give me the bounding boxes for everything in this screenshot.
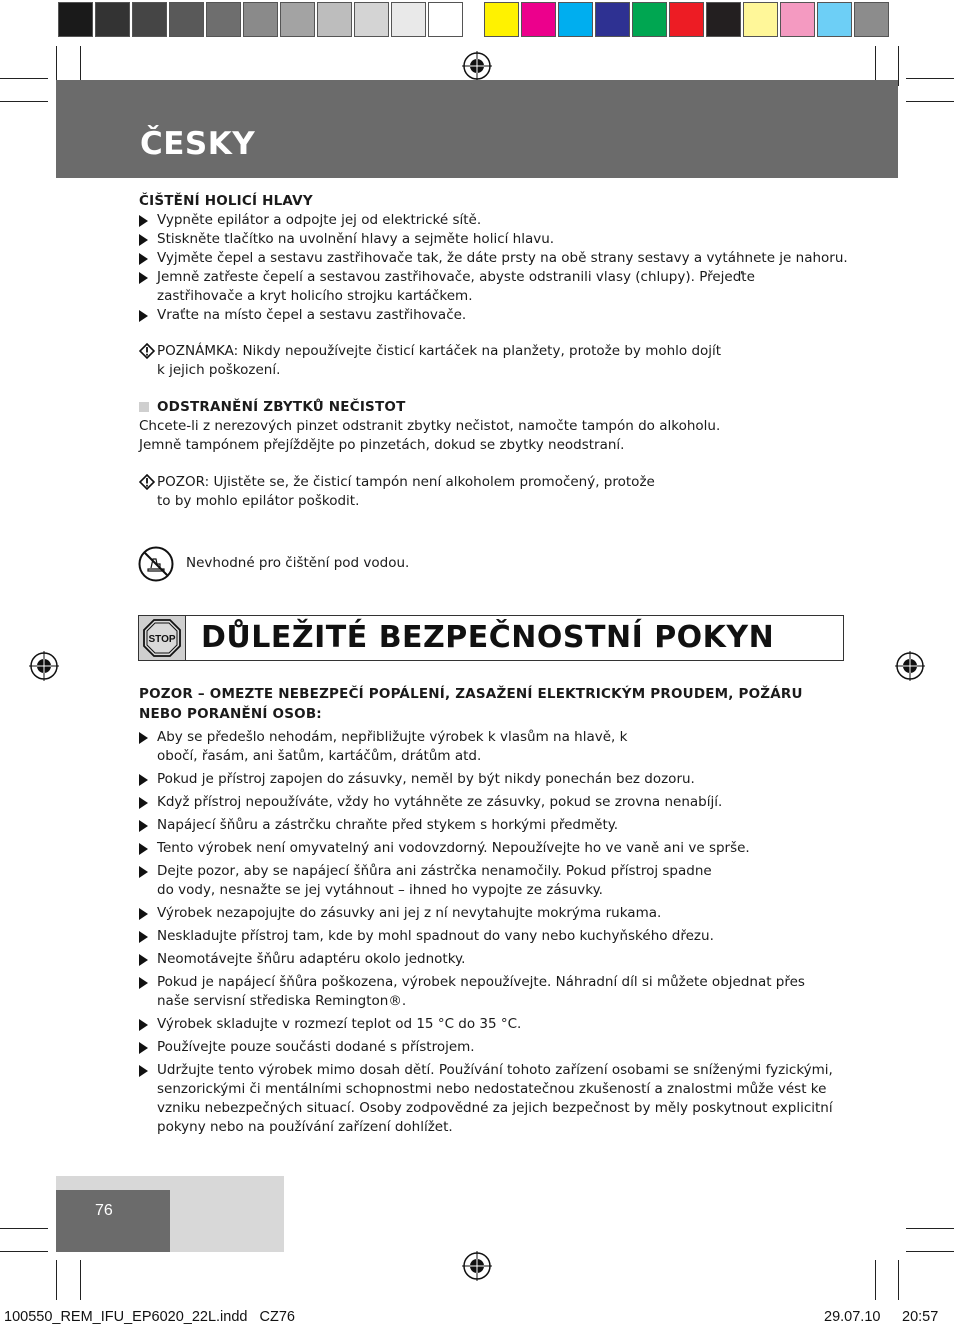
- crop-mark: [0, 78, 48, 79]
- warning-heading: POZOR – OMEZTE NEBEZPEČÍ POPÁLENÍ, ZASAŽENÍ ELEKTRICKÝM PROUDEM, POŽÁRU NEBO PORANĚNÍ OSOB:: [139, 686, 803, 722]
- registration-mark-icon: [462, 51, 492, 81]
- section-heading-cleaning: ČIŠTĚNÍ HOLICÍ HLAVY: [139, 193, 313, 209]
- bullet-arrow-icon: [139, 820, 148, 832]
- list-item: Napájecí šňůru a zástrčku chraňte před stykem s horkými předměty.: [139, 816, 849, 835]
- color-swatch: [169, 2, 204, 37]
- list-item: Pokud je přístroj zapojen do zásuvky, neměl by být nikdy ponechán bez dozoru.: [139, 770, 849, 789]
- list-item: Používejte pouze součásti dodané s přístrojem.: [139, 1038, 849, 1057]
- warning-diamond-icon: [139, 343, 155, 359]
- safety-title: DŮLEŽITÉ BEZPEČNOSTNÍ POKYN: [201, 620, 775, 655]
- bullet-arrow-icon: [139, 866, 148, 878]
- section-heading-residue: ODSTRANĚNÍ ZBYTKŮ NEČISTOT: [157, 399, 406, 415]
- crop-mark: [80, 1260, 81, 1300]
- bullet-arrow-icon: [139, 272, 148, 284]
- list-item: Vyjměte čepel a sestavu zastřihovače tak, že dáte prsty na obě strany sestavy a vytáhnete je nahoru.: [139, 249, 849, 268]
- page-tab-light: [170, 1176, 284, 1252]
- list-item: Pokud je napájecí šňůra poškozena, výrobek nepoužívejte. Náhradní díl si můžete objednat přes naše servisní střediska Remington®.: [139, 973, 827, 1011]
- svg-text:STOP: STOP: [148, 634, 176, 645]
- crop-mark: [0, 1228, 48, 1229]
- crop-mark: [898, 46, 899, 86]
- bullet-arrow-icon: [139, 253, 148, 265]
- crop-mark: [906, 1251, 954, 1252]
- no-water-cleaning-icon: [138, 546, 174, 582]
- bullet-arrow-icon: [139, 1019, 148, 1031]
- process-color-bar: [484, 2, 891, 38]
- color-swatch: [484, 2, 519, 37]
- list-item: Udržujte tento výrobek mimo dosah dětí. Používání tohoto zařízení osobami se sníženými fyzickými, senzorickými či mentálními schopnostmi nebo nedostatečnou zkušeností a znalostmi může vést ke vzniku nebezpečných situací. Osoby zodpovědné za jejich bezpečnost by měly poskytnout explicitní pokyny nebo na používání zařízení dohlížet.: [139, 1061, 849, 1137]
- crop-mark: [875, 1260, 876, 1300]
- residue-body-text: Chcete-li z nerezových pinzet odstranit zbytky nečistot, namočte tampón do alkoholu. Jemně tampónem přejíždějte po pinzetách, dokud se zbytky neodstraní.: [139, 418, 721, 453]
- bullet-arrow-icon: [139, 797, 148, 809]
- color-swatch: [558, 2, 593, 37]
- color-swatch: [521, 2, 556, 37]
- bullet-arrow-icon: [139, 1065, 148, 1077]
- cleaning-steps-list: [139, 211, 849, 325]
- color-swatch: [817, 2, 852, 37]
- color-swatch: [595, 2, 630, 37]
- color-swatch: [243, 2, 278, 37]
- color-swatch: [391, 2, 426, 37]
- color-swatch: [428, 2, 463, 37]
- color-swatch: [354, 2, 389, 37]
- list-item: Výrobek nezapojujte do zásuvky ani jej z ní nevytahujte mokrýma rukama.: [139, 904, 849, 923]
- bullet-arrow-icon: [139, 931, 148, 943]
- color-swatch: [280, 2, 315, 37]
- list-item: Tento výrobek není omyvatelný ani vodovzdorný. Nepoužívejte ho ve vaně ani ve sprše.: [139, 839, 849, 858]
- list-item: Neomotávejte šňůru adaptéru okolo jednotky.: [139, 950, 849, 969]
- bullet-arrow-icon: [139, 977, 148, 989]
- list-item: Vraťte na místo čepel a sestavu zastřihovače.: [139, 306, 849, 325]
- color-swatch: [743, 2, 778, 37]
- list-item: Aby se předešlo nehodám, nepřibližujte výrobek k vlasům na hlavě, k obočí, řasám, ani šatům, kartáčům, drátům atd.: [139, 728, 657, 766]
- print-time: 20:57: [902, 1309, 939, 1325]
- list-item: Stiskněte tlačítko na uvolnění hlavy a sejměte holicí hlavu.: [139, 230, 849, 249]
- grayscale-color-bar: [58, 2, 465, 38]
- crop-mark: [56, 1260, 57, 1300]
- note-text: POZNÁMKA: Nikdy nepoužívejte čisticí kartáček na planžety, protože by mohlo dojít k jejich poškození.: [157, 343, 722, 378]
- color-swatch: [780, 2, 815, 37]
- color-swatch: [632, 2, 667, 37]
- page-number: 76: [95, 1202, 113, 1219]
- color-swatch: [206, 2, 241, 37]
- list-item: Když přístroj nepoužíváte, vždy ho vytáhněte ze zásuvky, pokud se zrovna nenabíjí.: [139, 793, 849, 812]
- color-swatch: [132, 2, 167, 37]
- color-swatch: [706, 2, 741, 37]
- section-square-icon: [139, 402, 149, 412]
- color-swatch: [854, 2, 889, 37]
- print-date: 29.07.10: [824, 1309, 881, 1325]
- bullet-arrow-icon: [139, 1042, 148, 1054]
- page-tab-top-strip: [56, 1176, 170, 1190]
- list-item: Dejte pozor, aby se napájecí šňůra ani zástrčka nenamočily. Pokud přístroj spadne do vody, nesnažte se jej vytáhnout – ihned ho vypojte ze zásuvky.: [139, 862, 717, 900]
- color-swatch: [58, 2, 93, 37]
- bullet-arrow-icon: [139, 234, 148, 246]
- list-item: Jemně zatřeste čepelí a sestavou zastřihovače, abyste odstranili vlasy (chlupy). Přejeďte zastřihovače a kryt holicího strojku kartáčkem.: [139, 268, 817, 306]
- water-note-text: Nevhodné pro čištění pod vodou.: [186, 555, 410, 571]
- warning-diamond-icon: [139, 474, 155, 490]
- crop-mark: [0, 1251, 48, 1252]
- bullet-arrow-icon: [139, 732, 148, 744]
- stop-cell: [139, 616, 186, 660]
- crop-mark: [898, 1260, 899, 1300]
- caution-text: POZOR: Ujistěte se, že čisticí tampón není alkoholem promočený, protože to by mohlo epilátor poškodit.: [157, 474, 655, 509]
- registration-mark-icon: [29, 651, 59, 681]
- safety-instructions-header: [138, 615, 844, 661]
- bullet-arrow-icon: [139, 215, 148, 227]
- list-item: Vypněte epilátor a odpojte jej od elektrické sítě.: [139, 211, 849, 230]
- bullet-arrow-icon: [139, 954, 148, 966]
- registration-mark-icon: [895, 651, 925, 681]
- safety-list: [139, 728, 849, 1137]
- crop-mark: [0, 101, 48, 102]
- page-title: ČESKY: [140, 126, 256, 162]
- file-slug: 100550_REM_IFU_EP6020_22L.indd CZ76: [4, 1309, 295, 1325]
- list-item: Výrobek skladujte v rozmezí teplot od 15 °C do 35 °C.: [139, 1015, 849, 1034]
- bullet-arrow-icon: [139, 843, 148, 855]
- bullet-arrow-icon: [139, 908, 148, 920]
- list-item: Neskladujte přístroj tam, kde by mohl spadnout do vany nebo kuchyňského dřezu.: [139, 927, 849, 946]
- bullet-arrow-icon: [139, 774, 148, 786]
- color-swatch: [317, 2, 352, 37]
- registration-mark-icon: [462, 1251, 492, 1281]
- color-swatch: [669, 2, 704, 37]
- color-swatch: [95, 2, 130, 37]
- crop-mark: [906, 101, 954, 102]
- stop-sign-icon: [143, 619, 181, 657]
- bullet-arrow-icon: [139, 310, 148, 322]
- crop-mark: [906, 1228, 954, 1229]
- crop-mark: [906, 78, 954, 79]
